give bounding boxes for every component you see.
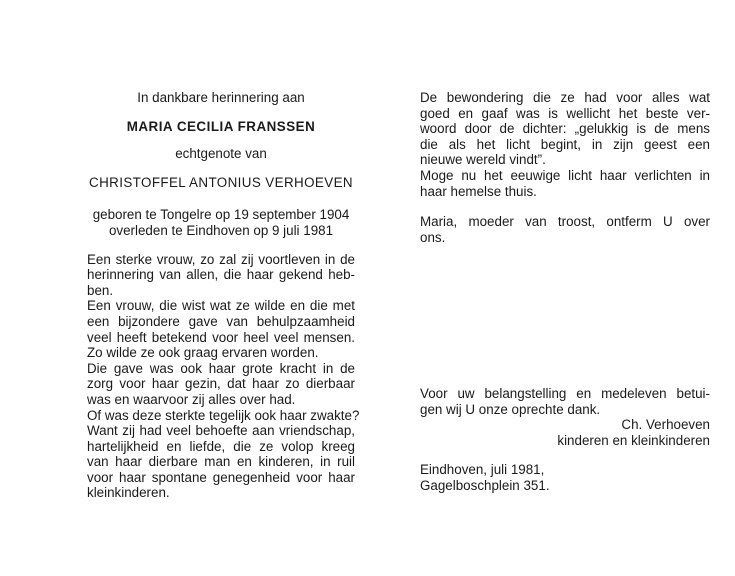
life-dates [87,207,355,238]
quote-line: die als het licht begint, in zijn geest een [420,136,710,152]
tribute-line: Een vrouw, die wist wat ze wilde en die met [87,298,355,314]
tribute-line: van haar dierbare man en kinderen, in ruil [87,454,355,470]
quote-line: Moge nu het eeuwige licht haar verlichten in [420,167,710,183]
deceased-name: MARIA CECILIA FRANSSEN [126,118,316,134]
tribute-line: was en waarvoor zij alles over had. [87,391,296,407]
address: Gagelboschplein 351. [420,477,550,493]
tribute-line: veel heeft betekend voor heel veel mensen. [87,329,355,345]
quote-line: nieuwe wereld vindt”. [420,152,546,168]
tribute-line: kleinkinderen. [87,485,170,501]
spouse-label: echtgenote van [175,146,267,162]
prayer-line: ons. [420,229,446,245]
spouse-name: CHRISTOFFEL ANTONIUS VERHOEVEN [89,174,353,190]
quote-text [420,90,710,199]
tribute-line: voor haar spontane genegenheid voor haar [87,469,355,485]
tribute-line: een bijzondere gave van behulpzaamheid [87,313,355,329]
place-date: Eindhoven, juli 1981, [420,462,545,477]
tribute-line: zorg voor haar gezin, dat haar zo dierbaar [87,376,355,392]
tribute-line: Zo wilde ze ook graag ervaren worden. [87,345,319,361]
quote-line: De bewondering die ze had voor alles wat [420,90,710,105]
quote-line: haar hemelse thuis. [420,183,537,199]
intro-text: In dankbare herinnering aan [137,90,305,105]
place-block [420,462,710,493]
birth-line: geboren te Tongelre op 19 september 1904 [92,207,350,223]
prayer-text [420,214,710,245]
thanks-text [420,386,710,417]
quote-line: woord door de dichter: „gelukkig is de mens [420,121,710,137]
tribute-text [87,251,360,502]
thanks-line: Voor uw belangstelling en medeleven betui- [420,386,710,401]
death-line: overleden te Eindhoven op 9 juli 1981 [108,222,334,238]
right-panel [420,90,710,245]
quote-line: goed en gaaf was is wellicht het beste ver- [420,105,710,121]
thanks-block [420,386,710,448]
tribute-line: Die gave was ook haar grote kracht in de [87,360,355,376]
tribute-line: Of was deze sterkte tegelijk ook haar zwakte? [87,407,360,423]
tribute-line: Een sterke vrouw, zo zal zij voortleven in de [87,251,355,267]
tribute-line: ben. [87,282,114,298]
tribute-line: herinnering van allen, die haar gekend heb- [87,267,355,283]
thanks-line: gen wij U onze oprechte dank. [420,401,601,417]
signature: Ch. Verhoeven [621,417,710,433]
signature-family: kinderen en kleinkinderen [557,432,710,448]
tribute-line: Want zij had veel behoefte aan vriendschap, [87,423,355,439]
prayer-line: Maria, moeder van troost, ontferm U over [420,214,710,230]
tribute-line: hartelijkheid en liefde, die ze volop kreeg [87,438,355,454]
left-panel [87,90,360,501]
spacer [420,199,710,214]
